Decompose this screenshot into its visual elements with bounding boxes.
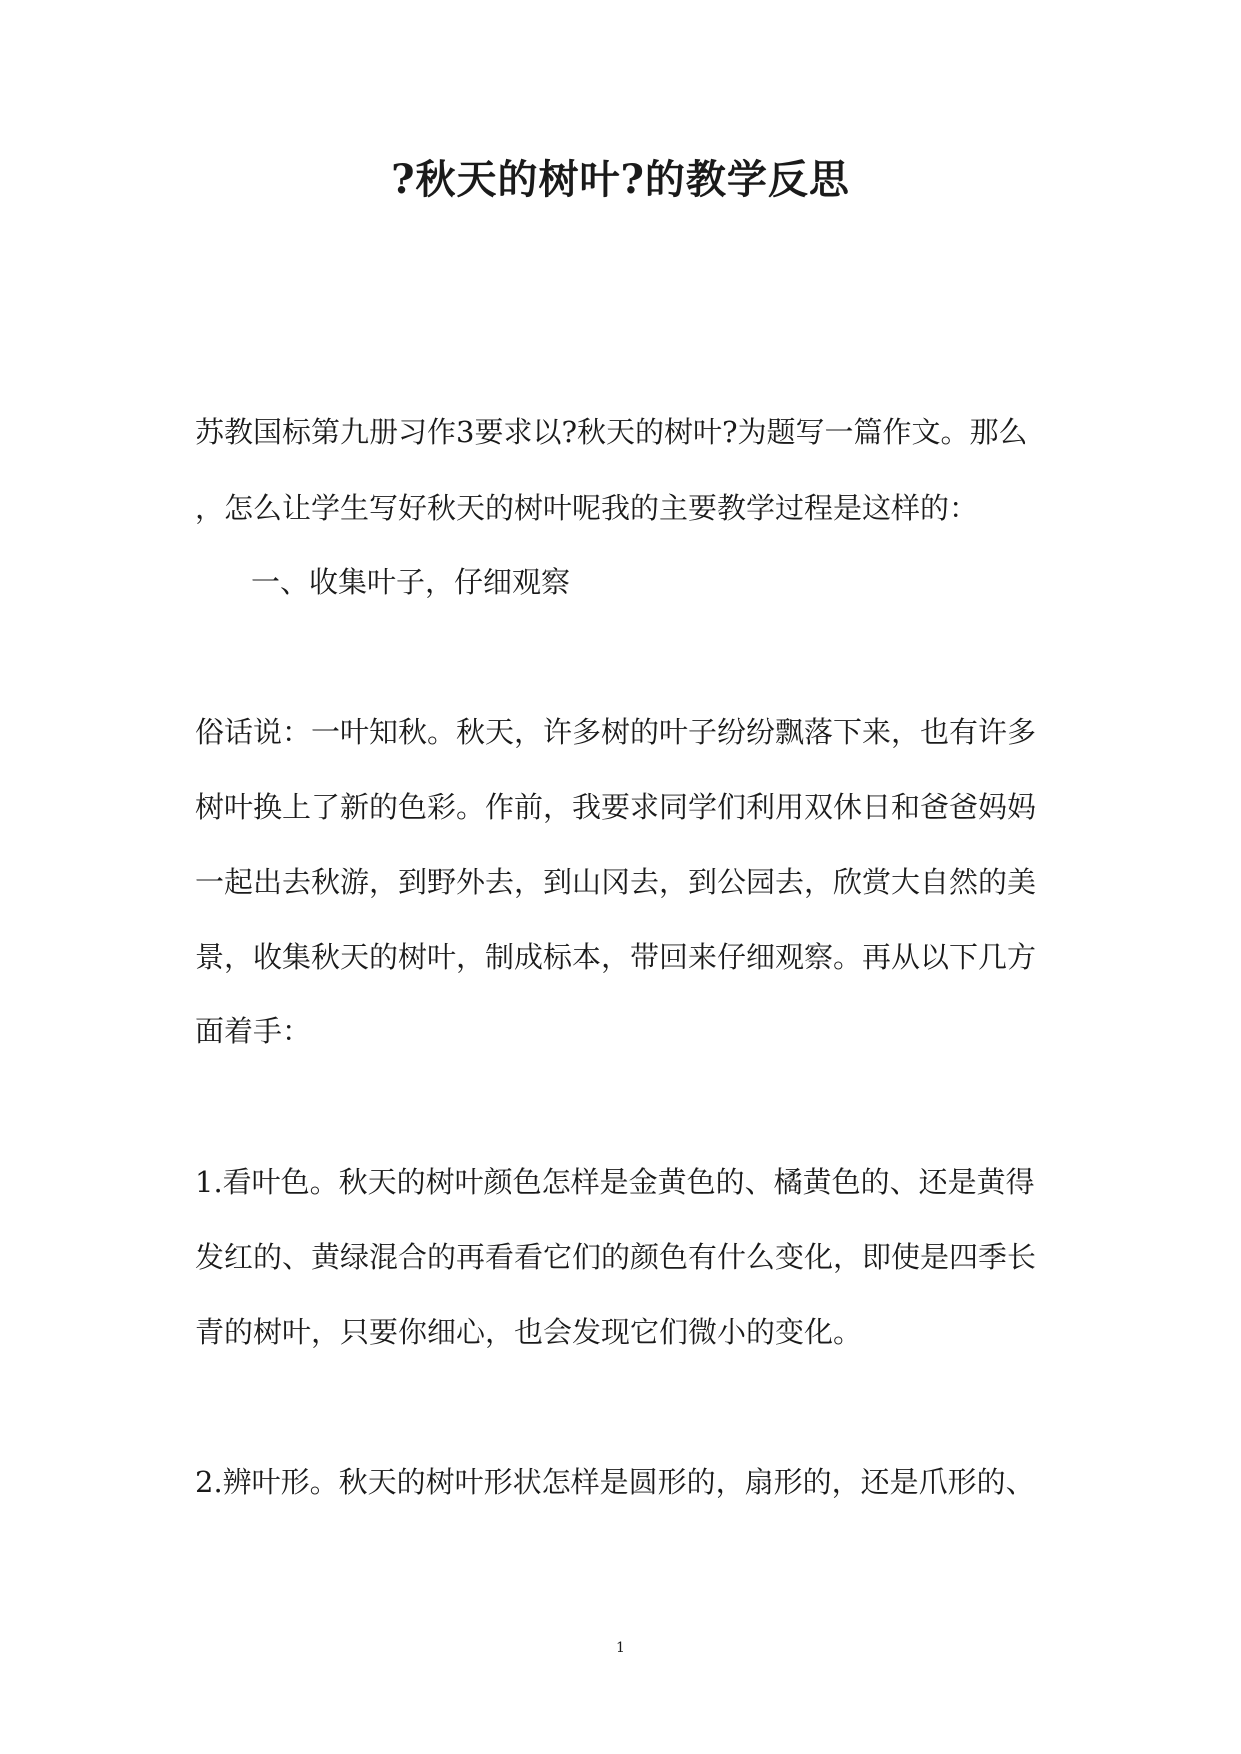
- section-heading: 一、收集叶子，仔细观察: [251, 565, 571, 599]
- paragraph-line: 一起出去秋游，到野外去，到山冈去，到公园去，欣赏大自然的美: [195, 865, 1037, 899]
- paragraph-line: 发红的、黄绿混合的再看看它们的颜色有什么变化，即使是四季长: [195, 1240, 1037, 1274]
- paragraph-line: 景，收集秋天的树叶，制成标本，带回来仔细观察。再从以下几方: [195, 940, 1037, 974]
- paragraph-line: 俗话说：一叶知秋。秋天，许多树的叶子纷纷飘落下来，也有许多: [195, 715, 1037, 749]
- paragraph-line: 面着手：: [195, 1014, 312, 1048]
- paragraph-line: 苏教国标第九册习作3要求以?秋天的树叶?为题写一篇作文。那么: [195, 415, 1028, 449]
- list-item-line: 2.辨叶形。秋天的树叶形状怎样是圆形的，扇形的，还是爪形的、: [195, 1465, 1035, 1499]
- document-title: ?秋天的树叶?的教学反思: [391, 156, 850, 203]
- page-number: 1: [616, 1640, 625, 1656]
- paragraph-line: 青的树叶，只要你细心，也会发现它们微小的变化。: [195, 1315, 863, 1349]
- paragraph-line: ，怎么让学生写好秋天的树叶呢我的主要教学过程是这样的：: [195, 491, 979, 525]
- paragraph-line: 树叶换上了新的色彩。作前，我要求同学们利用双休日和爸爸妈妈: [195, 790, 1037, 824]
- list-item-line: 1.看叶色。秋天的树叶颜色怎样是金黄色的、橘黄色的、还是黄得: [195, 1165, 1035, 1199]
